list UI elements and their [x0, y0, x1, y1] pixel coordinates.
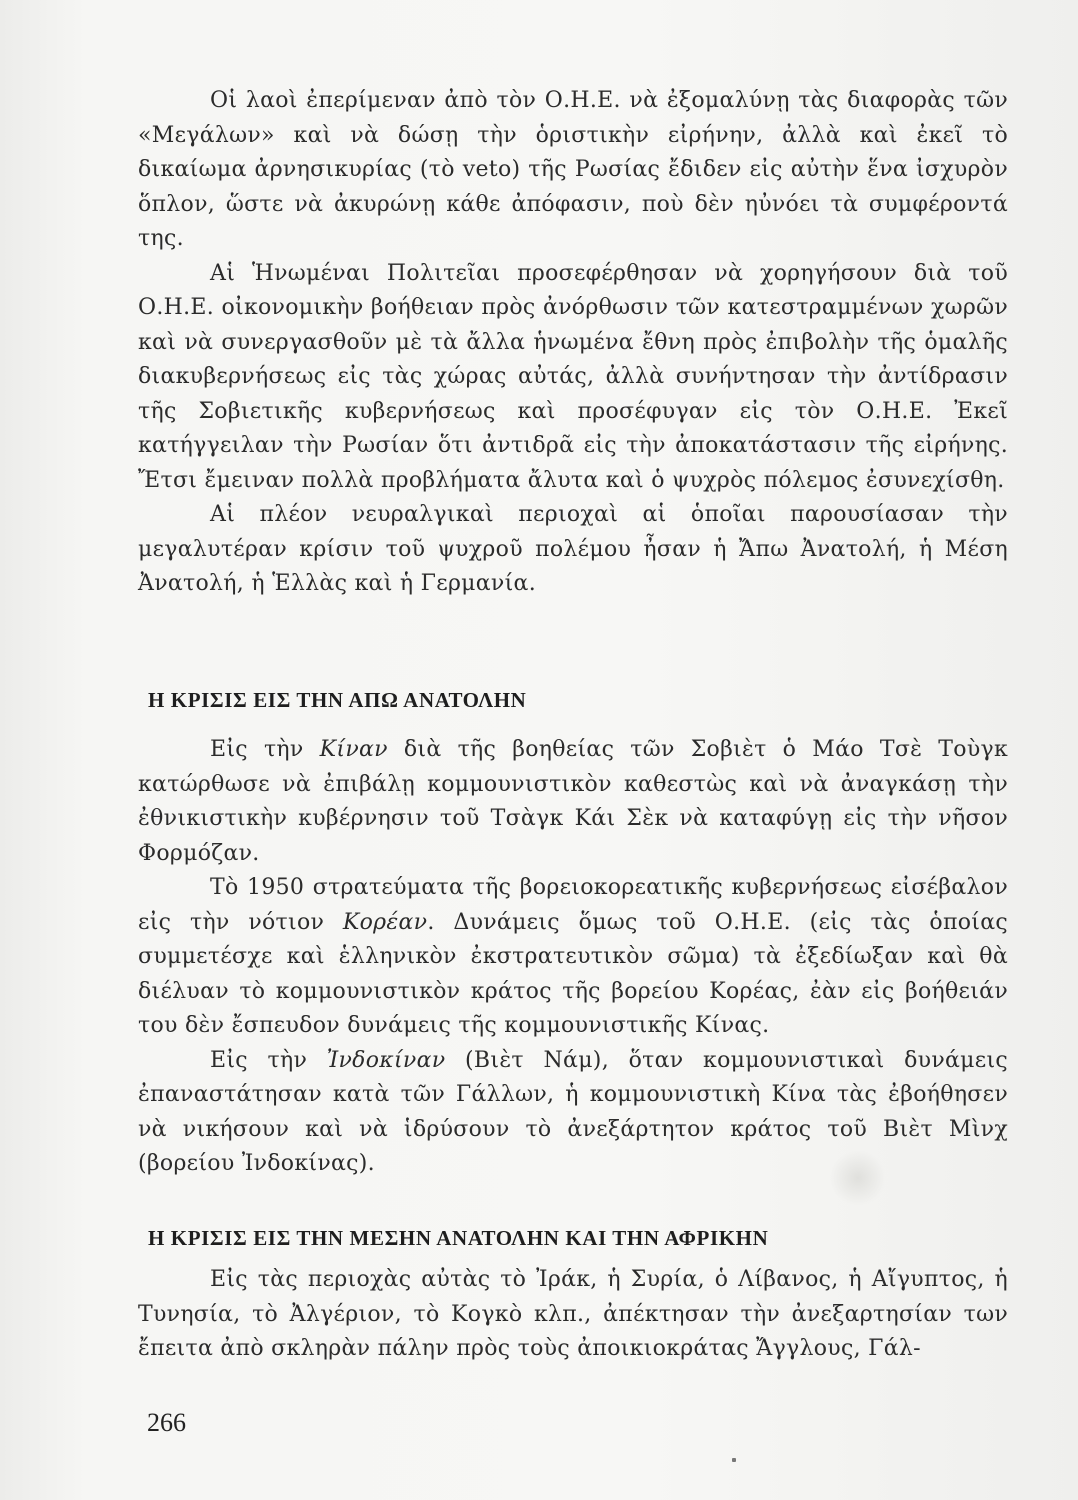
page-number: 266	[147, 1408, 186, 1437]
section-middle-east	[138, 1263, 1008, 1367]
paragraph-united-states: Αἱ Ἡνωμέναι Πολιτεῖαι προσεφέρθησαν νὰ χορηγήσουν διὰ τοῦ Ο.Η.Ε. οἰκονομικὴν βοήθειαν πρὸς ἀνόρθωσιν τῶν κατεστραμμένων χωρῶν καὶ νὰ συνεργασθοῦν μὲ τὰ ἄλλα ἡνωμένα ἔθνη πρὸς ἐπιβολὴν τῆς ὁμαλῆς διακυβερνήσεως εἰς τὰς χώρας αὐτάς, ἀλλὰ συνήντησαν τὴν ἀντίδρασιν τῆς Σοβιετικῆς κυβερνήσεως καὶ προσέφυγαν εἰς τὸν Ο.Η.Ε. Ἐκεῖ κατήγγειλαν τὴν Ρωσίαν ὅτι ἀντιδρᾶ εἰς τὴν ἀποκατάστασιν τῆς εἰρήνης. Ἔτσι ἔμειναν πολλὰ προβλήματα ἄλυτα καὶ ὁ ψυχρὸς πόλεμος ἐσυνεχίσθη.	[138, 260, 1008, 493]
section-far-east	[138, 733, 1008, 1182]
italic-place-name: Κίναν	[319, 737, 388, 762]
paragraph-korea	[138, 871, 1008, 1044]
italic-place-name: Ἰνδοκίναν	[326, 1047, 446, 1073]
paragraph-neuralgic-regions: Αἱ πλέον νευραλγικαὶ περιοχαὶ αἱ ὁποῖαι παρουσίασαν τὴν μεγαλυτέραν κρίσιν τοῦ ψυχροῦ πολέμου ἦσαν ἡ Ἄπω Ἀνατολή, ἡ Μέση Ἀνατολή, ἡ Ἑλλὰς καὶ ἡ Γερμανία.	[138, 502, 1008, 596]
text-span: . Δυνάμεις ὅμως τοῦ Ο.Η.Ε. (εἰς τὰς ὁποίας συμμετέσχε καὶ ἑλληνικὸν ἐκστρατευτικὸν σῶμα) τὰ ἐξεδίωξαν καὶ θὰ διέλυαν τὸ κομμουνιστικὸν κράτος τῆς βορείου Κορέας, ἐὰν εἰς βοήθειάν του δὲν ἔσπευδον δυνάμεις τῆς κομμουνιστικῆς Κίνας.	[138, 909, 1008, 1038]
italic-place-name: Κορέαν	[342, 909, 428, 935]
paragraph-china	[138, 733, 1008, 871]
text-span: Εἰς τὴν	[210, 1047, 327, 1073]
paragraph-un-veto: Οἱ λαοὶ ἐπερίμεναν ἀπὸ τὸν Ο.Η.Ε. νὰ ἐξομαλύνῃ τὰς διαφορὰς τῶν «Μεγάλων» καὶ νὰ δώσῃ τὴν ὁριστικὴν εἰρήνην, ἀλλὰ καὶ ἐκεῖ τὸ δικαίωμα ἀρνησικυρίας (τὸ veto) τῆς Ρωσίας ἔδιδεν εἰς αὐτὴν ἕνα ἰσχυρὸν ὅπλον, ὥστε νὰ ἀκυρώνῃ κάθε ἀπόφασιν, ποὺ δὲν ηὐνόει τὰ συμφέροντά της.	[138, 88, 1008, 251]
heading-far-east: Η ΚΡΙΣΙΣ ΕΙΣ ΤΗΝ ΑΠΩ ΑΝΑΤΟΛΗΝ	[148, 688, 527, 712]
section-intro	[138, 84, 1008, 602]
heading-middle-east-africa: Η ΚΡΙΣΙΣ ΕΙΣ ΤΗΝ ΜΕΣΗΝ ΑΝΑΤΟΛΗΝ ΚΑΙ ΤΗΝ ΑΦΡΙΚΗΝ	[148, 1226, 769, 1250]
text-span: διὰ τῆς βοηθείας τῶν Σοβιὲτ ὁ Μάο Τσὲ Τοὺγκ κατώρθωσε νὰ ἐπιβάλῃ κομμουνιστικὸν καθεστὼς καὶ νὰ ἀναγκάσῃ τὴν ἐθνικιστικὴν κυβέρνησιν τοῦ Τσὰγκ Κάι Σὲκ νὰ καταφύγῃ εἰς τὴν νῆσον Φορμόζαν.	[138, 737, 1009, 866]
text-span: Εἰς τὴν	[210, 737, 320, 762]
ink-mark	[732, 1458, 736, 1462]
text-span: (Βιὲτ Νάμ), ὅταν κομμουνιστικαὶ δυνάμεις ἐπαναστάτησαν κατὰ τῶν Γάλλων, ἡ κομμουνιστικὴ Κίνα τὰς ἐβοήθησεν νὰ νικήσουν καὶ νὰ ἱδρύσουν τὸ ἀνεξάρτητον κράτος τοῦ Βιὲτ Μὶνχ (βορείου Ἰνδοκίνας).	[138, 1047, 1008, 1176]
text-span: Τὸ 1950 στρατεύματα τῆς βορειοκορεατικῆς κυβερνήσεως εἰσέβαλον εἰς τὴν νότιον	[138, 875, 1008, 935]
paper-stain	[830, 1150, 886, 1206]
paragraph-independence: Εἰς τὰς περιοχὰς αὐτὰς τὸ Ἰράκ, ἡ Συρία, ὁ Λίβανος, ἡ Αἴγυπτος, ἡ Τυνησία, τὸ Ἀλγέριον, τὸ Κογκὸ κλπ., ἀπέκτησαν τὴν ἀνεξαρτησίαν των ἔπειτα ἀπὸ σκληρὰν πάλην πρὸς τοὺς ἀποικιοκράτας Ἄγγλους, Γάλ-	[138, 1267, 1008, 1361]
